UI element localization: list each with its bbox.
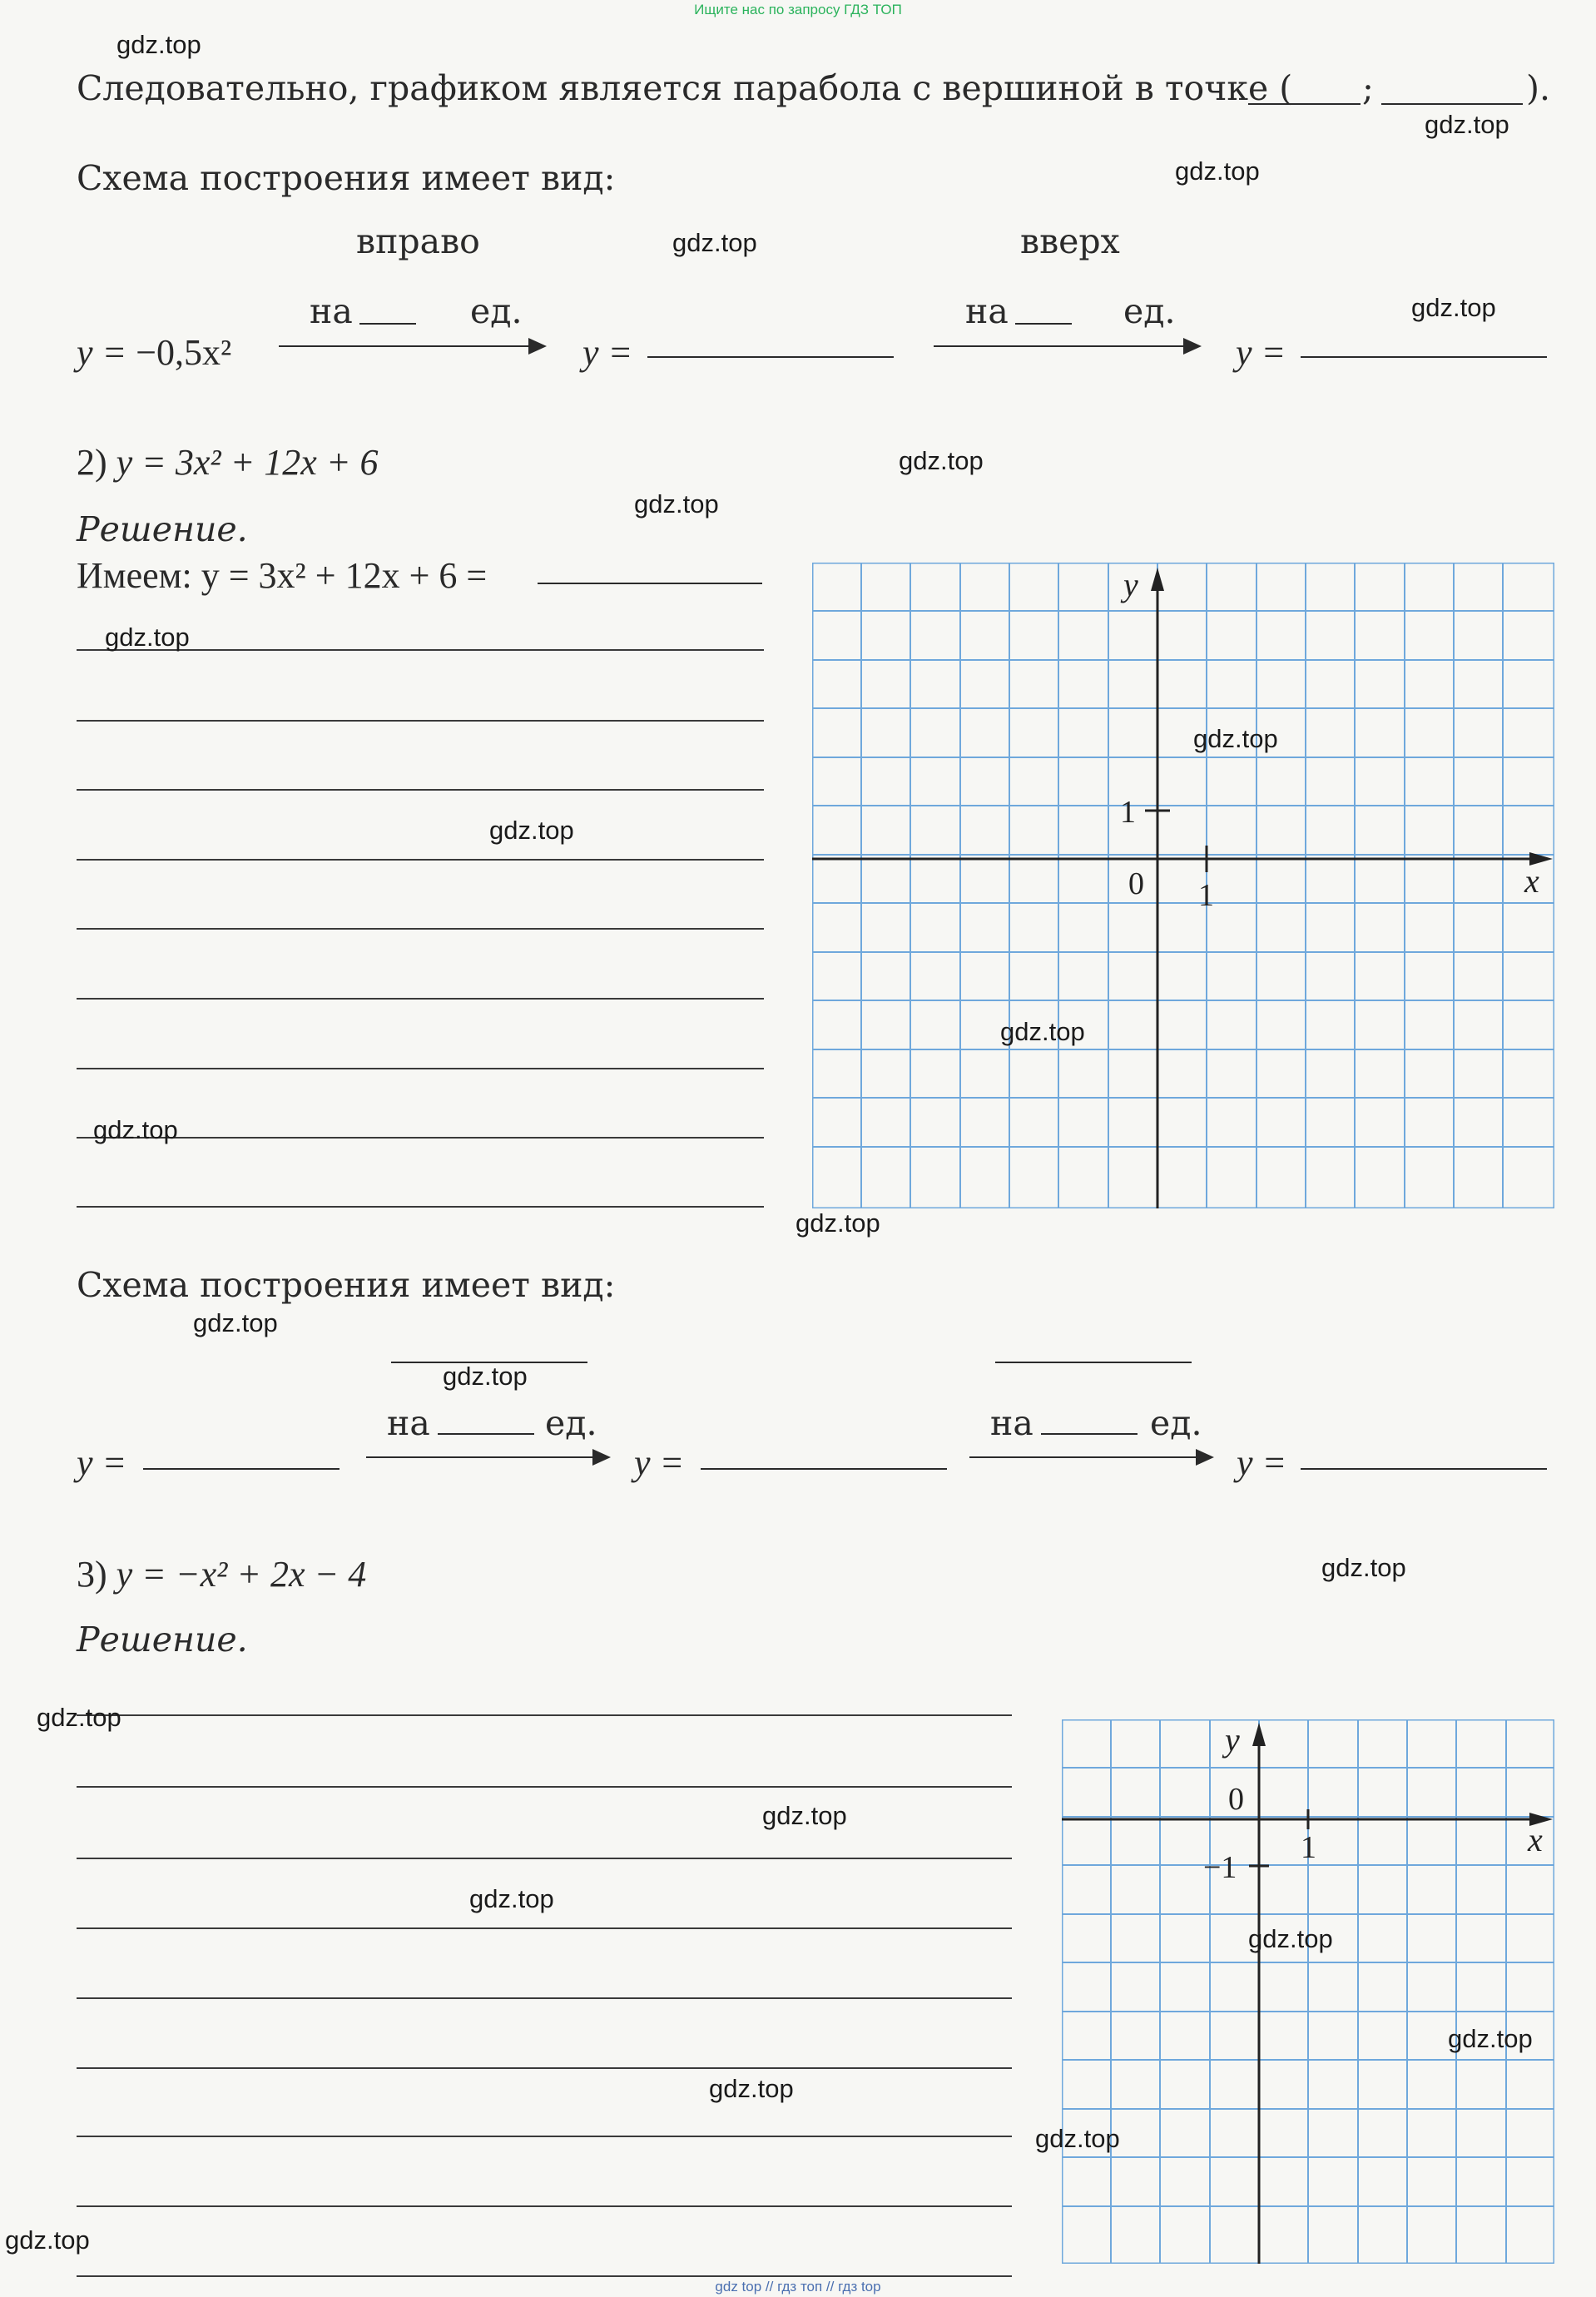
answer-line[interactable] <box>77 720 764 722</box>
task2-formula: y = 3x² + 12x + 6 <box>116 442 379 483</box>
scheme2-units-label-2: ед. <box>1150 1403 1202 1443</box>
scheme1-arrow-2 <box>934 345 1198 347</box>
scheme2-y-eq-2: y = <box>634 1442 685 1483</box>
scheme1-shift-up-blank[interactable] <box>1015 323 1072 325</box>
graph1-origin-label: 0 <box>1128 866 1144 901</box>
scheme2-intermediate-blank[interactable] <box>701 1468 947 1470</box>
watermark: gdz.top <box>1193 724 1278 753</box>
scheme1-on-label: на <box>310 291 353 331</box>
scheme2-title: Схема построения имеет вид: <box>77 1265 616 1305</box>
watermark: gdz.top <box>672 228 757 257</box>
graph2-x-label: x <box>1528 1821 1543 1858</box>
scheme1-dir-right: вправо <box>356 221 480 261</box>
watermark: gdz.top <box>1411 293 1496 322</box>
watermark: gdz.top <box>5 2225 90 2255</box>
scheme1-start-formula: −0,5x² <box>136 332 232 373</box>
scheme2-y-eq-3: y = <box>1237 1442 1287 1483</box>
scheme2-arrow-2 <box>969 1456 1211 1458</box>
task2-solution-label: Решение. <box>77 509 248 549</box>
scheme2-on-label: на <box>387 1403 430 1443</box>
vertex-y-blank[interactable] <box>1381 103 1523 105</box>
y-axis-arrow-icon <box>1252 1723 1266 1746</box>
graph1-y-label: y <box>1123 566 1138 603</box>
answer-line[interactable] <box>77 998 764 1000</box>
watermark: gdz.top <box>37 1703 121 1732</box>
answer-line[interactable] <box>77 2067 1012 2069</box>
answer-line[interactable] <box>77 1858 1012 1859</box>
graph1-tick-y-label: 1 <box>1120 795 1136 830</box>
scheme2-on-label-2: на <box>990 1403 1033 1443</box>
watermark: gdz.top <box>762 1801 847 1830</box>
vertex-separator: ; <box>1362 68 1374 108</box>
watermark: gdz.top <box>1035 2124 1120 2153</box>
graph2-origin-label: 0 <box>1228 1782 1244 1817</box>
scheme1-start-function <box>77 331 231 374</box>
answer-line[interactable] <box>77 1714 1012 1716</box>
watermark: gdz.top <box>709 2074 794 2103</box>
watermark: gdz.top <box>93 1115 178 1144</box>
watermark: gdz.top <box>1175 156 1260 186</box>
vertex-x-blank[interactable] <box>1248 103 1361 105</box>
answer-line[interactable] <box>77 1068 764 1069</box>
answer-line[interactable] <box>77 1927 1012 1929</box>
scheme2-arrow-1 <box>366 1456 607 1458</box>
graph1-tick-x-label: 1 <box>1198 878 1214 913</box>
scheme2-units-label: ед. <box>545 1403 597 1443</box>
watermark: gdz.top <box>489 816 574 845</box>
answer-line[interactable] <box>77 928 764 930</box>
watermark: gdz.top <box>899 446 984 475</box>
task3-formula: y = −x² + 2x − 4 <box>116 1554 367 1595</box>
scheme1-dir-up: вверх <box>1020 221 1120 261</box>
watermark: gdz.top <box>105 623 190 652</box>
vertex-sentence: Следовательно, графиком является парабола с вершиной в точке ( <box>77 68 1293 108</box>
scheme1-shift-right-blank[interactable] <box>359 323 416 325</box>
graph2-y-label: y <box>1225 1721 1240 1759</box>
scheme1-intermediate-blank[interactable] <box>647 356 894 358</box>
answer-line[interactable] <box>77 1786 1012 1788</box>
task3-header <box>77 1553 366 1595</box>
scheme1-start-prefix: y = <box>77 332 136 373</box>
scheme2-direction-blank-2[interactable] <box>995 1362 1192 1363</box>
task3-number: 3) <box>77 1554 107 1595</box>
scheme2-result-blank[interactable] <box>1301 1468 1547 1470</box>
watermark: gdz.top <box>1425 110 1509 139</box>
scheme2-start-blank[interactable] <box>143 1468 340 1470</box>
watermark: gdz.top <box>796 1208 880 1238</box>
watermark: gdz.top <box>634 489 719 518</box>
scheme1-on-label-2: на <box>965 291 1009 331</box>
task2-have-line: Имеем: y = 3x² + 12x + 6 = <box>77 555 488 596</box>
scheme1-units-label-2: ед. <box>1123 291 1176 331</box>
scheme2-shift-blank-2[interactable] <box>1041 1433 1138 1435</box>
watermark: gdz.top <box>1248 1924 1333 1953</box>
scheme1-arrow-1 <box>279 345 543 347</box>
y-axis-arrow-icon <box>1151 568 1164 591</box>
watermark: gdz.top <box>443 1362 528 1391</box>
task3-solution-label: Решение. <box>77 1620 248 1659</box>
graph2-tick-y-label: −1 <box>1203 1850 1237 1885</box>
answer-line[interactable] <box>77 1997 1012 1999</box>
task2-number: 2) <box>77 442 107 483</box>
watermark: gdz.top <box>193 1308 278 1337</box>
scheme1-y-eq-2: y = <box>1236 332 1286 373</box>
scheme1-title: Схема построения имеет вид: <box>77 158 616 198</box>
watermark: gdz.top <box>1321 1553 1406 1582</box>
watermark: gdz.top <box>1448 2024 1533 2053</box>
bottom-banner: gdz top // гдз топ // гдз top <box>715 2279 881 2295</box>
coordinate-grid-1[interactable] <box>812 563 1554 1208</box>
top-banner: Ищите нас по запросу ГДЗ ТОП <box>694 2 902 17</box>
task2-header <box>77 441 379 484</box>
answer-line[interactable] <box>77 789 764 791</box>
answer-line[interactable] <box>77 2136 1012 2137</box>
coordinate-grid-2[interactable] <box>1062 1719 1554 2264</box>
answer-line[interactable] <box>77 1206 764 1208</box>
watermark: gdz.top <box>1000 1017 1085 1046</box>
answer-line[interactable] <box>77 1137 764 1139</box>
scheme2-shift-blank-1[interactable] <box>438 1433 534 1435</box>
answer-line[interactable] <box>77 2275 1012 2277</box>
scheme1-y-eq-1: y = <box>582 332 633 373</box>
answer-line[interactable] <box>77 859 764 861</box>
answer-line[interactable] <box>77 2205 1012 2207</box>
watermark: gdz.top <box>116 30 201 59</box>
watermark: gdz.top <box>469 1884 554 1913</box>
task2-have-blank[interactable] <box>538 583 762 584</box>
graph1-x-label: x <box>1524 862 1539 900</box>
scheme2-y-eq-1: y = <box>77 1442 127 1483</box>
vertex-close: ). <box>1526 68 1551 108</box>
graph2-tick-x-label: 1 <box>1301 1830 1316 1865</box>
scheme1-result-blank[interactable] <box>1301 356 1547 358</box>
scheme1-units-label: ед. <box>470 291 523 331</box>
